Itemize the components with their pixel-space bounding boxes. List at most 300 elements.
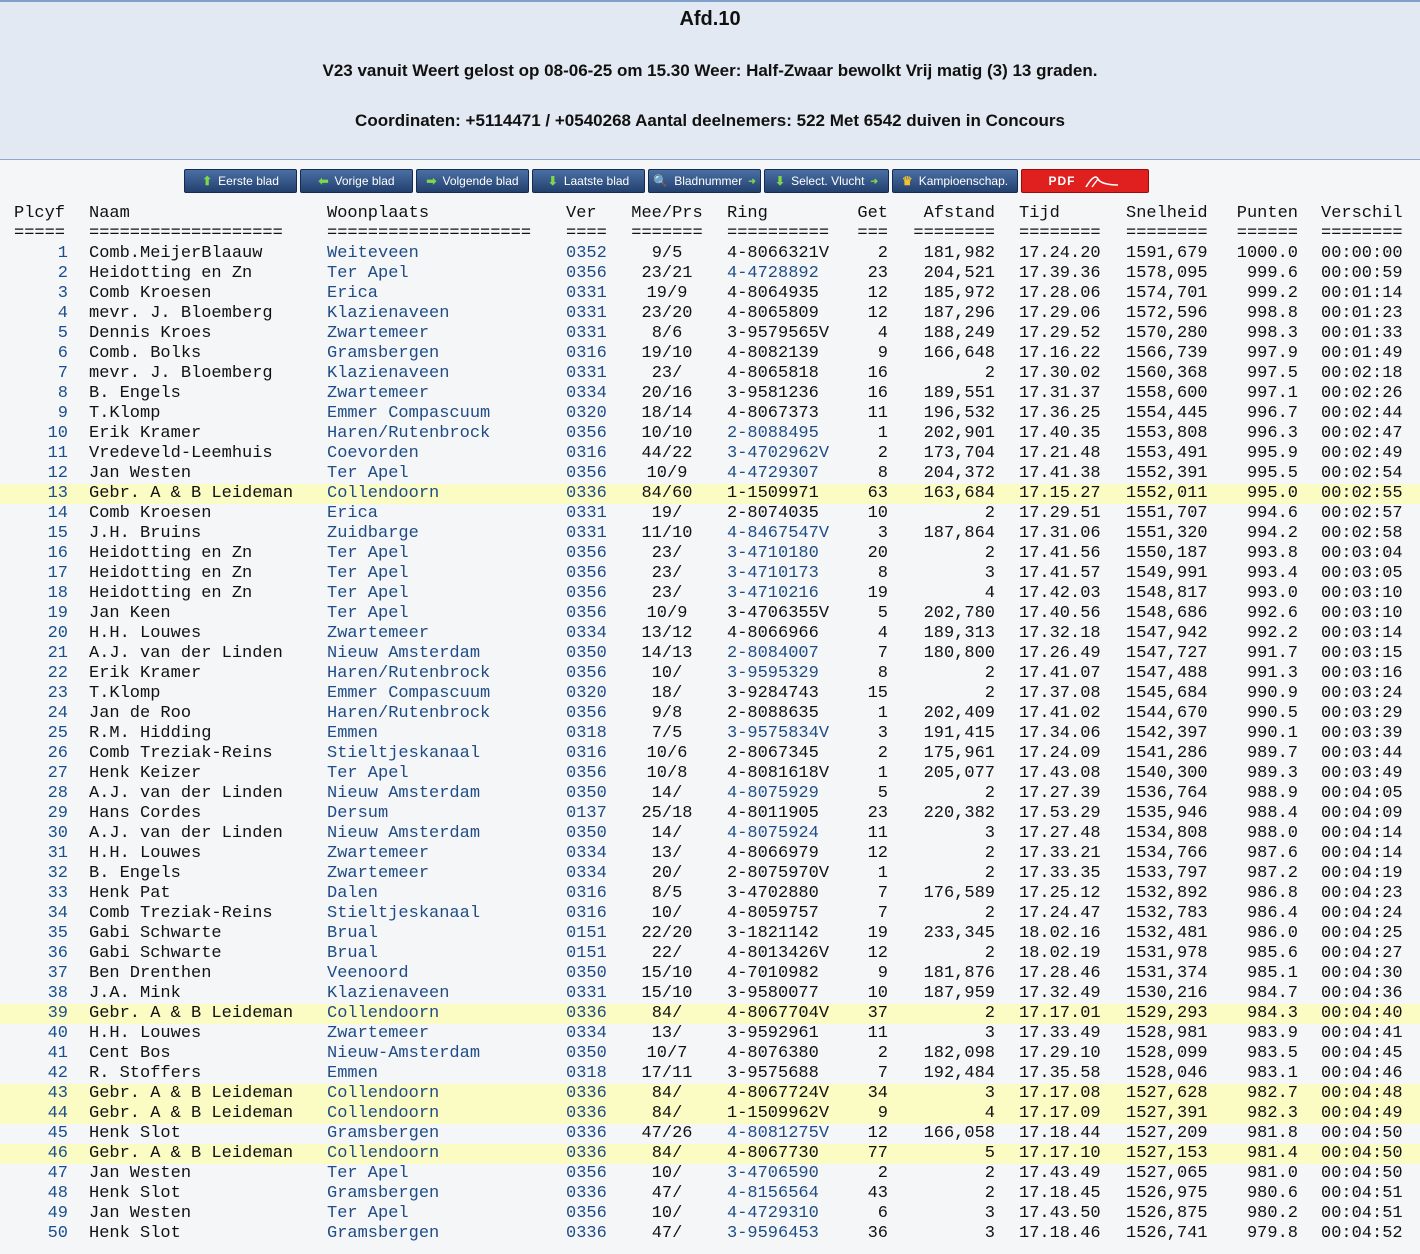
- cell-ver[interactable]: 0356: [566, 264, 607, 283]
- cell-mee-prs: 14/13: [641, 644, 693, 663]
- cell-woonplaats[interactable]: Ter Apel: [327, 584, 409, 603]
- cell-afstand: 233,345: [923, 924, 995, 943]
- cell-plc[interactable]: 23: [47, 684, 68, 703]
- cell-ver[interactable]: 0320: [566, 684, 607, 703]
- cell-woonplaats[interactable]: Nieuw Amsterdam: [327, 644, 481, 663]
- cell-woonplaats[interactable]: Dalen: [327, 884, 379, 903]
- cell-ver[interactable]: 0331: [566, 324, 607, 343]
- cell-plc[interactable]: 9: [57, 404, 68, 423]
- cell-ring[interactable]: 4-8075924: [727, 824, 819, 843]
- cell-ver[interactable]: 0356: [566, 1204, 607, 1223]
- cell-woonplaats[interactable]: Ter Apel: [327, 564, 409, 583]
- cell-mee-prs: 10/10: [641, 424, 693, 443]
- cell-punten: 989.7: [1246, 744, 1298, 763]
- cell-ver[interactable]: 0334: [566, 1024, 607, 1043]
- cell-tijd: 17.15.27: [1019, 484, 1101, 503]
- cell-ver[interactable]: 0331: [566, 284, 607, 303]
- report-header: [0, 0, 1420, 160]
- cell-woonplaats[interactable]: Coevorden: [327, 444, 419, 463]
- cell-ver[interactable]: 0350: [566, 1044, 607, 1063]
- cell-tijd: 17.36.25: [1019, 404, 1101, 423]
- cell-punten: 999.6: [1246, 264, 1298, 283]
- cell-ver[interactable]: 0318: [566, 724, 607, 743]
- cell-ver[interactable]: 0350: [566, 784, 607, 803]
- table-row: [0, 824, 1420, 844]
- cell-plc[interactable]: 39: [47, 1004, 68, 1023]
- cell-tijd: 17.17.01: [1019, 1004, 1101, 1023]
- cell-plc[interactable]: 13: [47, 484, 68, 503]
- prev-page-label: Vorige blad: [334, 174, 395, 188]
- cell-get: 10: [867, 504, 888, 523]
- cell-woonplaats[interactable]: Zwartemeer: [327, 844, 430, 863]
- cell-ver[interactable]: 0356: [566, 564, 607, 583]
- cell-woonplaats[interactable]: Veenoord: [327, 964, 409, 983]
- cell-woonplaats[interactable]: Ter Apel: [327, 264, 409, 283]
- cell-punten: 997.5: [1246, 364, 1298, 383]
- cell-ver[interactable]: 0336: [566, 1184, 607, 1203]
- cell-ver[interactable]: 0336: [566, 1144, 607, 1163]
- cell-punten: 994.2: [1246, 524, 1298, 543]
- cell-ver[interactable]: 0316: [566, 344, 607, 363]
- first-page-button[interactable]: [184, 169, 297, 193]
- cell-woonplaats[interactable]: Gramsbergen: [327, 1184, 440, 1203]
- cell-naam: Gebr. A & B Leideman: [89, 484, 294, 503]
- cell-woonplaats[interactable]: Gramsbergen: [327, 344, 440, 363]
- cell-ring[interactable]: 4-4729310: [727, 1204, 819, 1223]
- cell-tijd: 17.53.29: [1019, 804, 1101, 823]
- cell-ver[interactable]: 0356: [566, 584, 607, 603]
- cell-ring[interactable]: 2-8084007: [727, 644, 819, 663]
- cell-naam: J.A. Mink: [89, 984, 181, 1003]
- cell-plc[interactable]: 10: [47, 424, 68, 443]
- cell-punten: 995.9: [1246, 444, 1298, 463]
- cell-naam: Henk Keizer: [89, 764, 202, 783]
- cell-mee-prs: 20/16: [641, 384, 693, 403]
- cell-mee-prs: 13/12: [641, 624, 693, 643]
- cell-woonplaats[interactable]: Gramsbergen: [327, 1124, 440, 1143]
- cell-ring[interactable]: 3-9596453: [727, 1224, 819, 1243]
- cell-plc[interactable]: 36: [47, 944, 68, 963]
- cell-get: 12: [867, 1124, 888, 1143]
- cell-plc[interactable]: 34: [47, 904, 68, 923]
- cell-ring[interactable]: 3-4702962V: [727, 444, 830, 463]
- cell-woonplaats[interactable]: Emmer Compascuum: [327, 684, 491, 703]
- cell-plc[interactable]: 44: [47, 1104, 68, 1123]
- cell-woonplaats[interactable]: Klazienaveen: [327, 364, 450, 383]
- cell-get: 9: [877, 964, 888, 983]
- cell-plc[interactable]: 45: [47, 1124, 68, 1143]
- championship-button[interactable]: [892, 169, 1018, 193]
- cell-plc[interactable]: 14: [47, 504, 68, 523]
- cell-ver[interactable]: 0356: [566, 764, 607, 783]
- cell-ring[interactable]: 2-8088495: [727, 424, 819, 443]
- cell-plc[interactable]: 29: [47, 804, 68, 823]
- cell-woonplaats[interactable]: Zwartemeer: [327, 624, 430, 643]
- cell-ver[interactable]: 0331: [566, 364, 607, 383]
- cell-plc[interactable]: 47: [47, 1164, 68, 1183]
- cell-punten: 988.9: [1246, 784, 1298, 803]
- table-row: [0, 1124, 1420, 1144]
- cell-plc[interactable]: 17: [47, 564, 68, 583]
- cell-ver[interactable]: 0356: [566, 544, 607, 563]
- cell-afstand: 175,961: [923, 744, 995, 763]
- cell-ver[interactable]: 0316: [566, 744, 607, 763]
- cell-verschil: 00:04:50: [1321, 1164, 1403, 1183]
- cell-punten: 989.3: [1246, 764, 1298, 783]
- cell-plc[interactable]: 31: [47, 844, 68, 863]
- cell-mee-prs: 10/9: [646, 604, 688, 623]
- cell-ver[interactable]: 0331: [566, 304, 607, 323]
- table-row: [0, 1104, 1420, 1124]
- cell-ver[interactable]: 0316: [566, 444, 607, 463]
- table-row: [0, 424, 1420, 444]
- cell-plc[interactable]: 27: [47, 764, 68, 783]
- cell-ring: 4-8067724V: [727, 1084, 830, 1103]
- cell-get: 7: [877, 884, 888, 903]
- cell-ring[interactable]: 3-9595329: [727, 664, 819, 683]
- cell-woonplaats[interactable]: Klazienaveen: [327, 984, 450, 1003]
- cell-plc[interactable]: 37: [47, 964, 68, 983]
- cell-afstand: 3: [984, 564, 995, 583]
- col-ver-header: Ver: [566, 204, 597, 223]
- cell-plc[interactable]: 24: [47, 704, 68, 723]
- table-row: [0, 504, 1420, 524]
- cell-woonplaats[interactable]: Gramsbergen: [327, 1224, 440, 1243]
- cell-plc[interactable]: 40: [47, 1024, 68, 1043]
- cell-tijd: 17.18.44: [1019, 1124, 1101, 1143]
- cell-punten: 991.7: [1246, 644, 1298, 663]
- cell-plc[interactable]: 7: [57, 364, 68, 383]
- cell-mee-prs: 19/: [651, 504, 683, 523]
- cell-plc[interactable]: 22: [47, 664, 68, 683]
- cell-woonplaats[interactable]: Zwartemeer: [327, 384, 430, 403]
- cell-ver[interactable]: 0334: [566, 844, 607, 863]
- cell-plc[interactable]: 15: [47, 524, 68, 543]
- cell-woonplaats[interactable]: Emmer Compascuum: [327, 404, 491, 423]
- page-number-button[interactable]: [648, 169, 761, 193]
- cell-ring[interactable]: 4-8156564: [727, 1184, 819, 1203]
- cell-ver[interactable]: 0350: [566, 644, 607, 663]
- cell-verschil: 00:03:44: [1321, 744, 1403, 763]
- cell-mee-prs: 23/: [651, 544, 683, 563]
- cell-ring[interactable]: 4-4729307: [727, 464, 819, 483]
- cell-tijd: 17.27.39: [1019, 784, 1101, 803]
- cell-snelheid: 1550,187: [1126, 544, 1208, 563]
- cell-plc[interactable]: 35: [47, 924, 68, 943]
- cell-plc[interactable]: 6: [57, 344, 68, 363]
- cell-plc[interactable]: 19: [47, 604, 68, 623]
- cell-plc[interactable]: 1: [57, 244, 68, 263]
- cell-afstand: 187,296: [923, 304, 995, 323]
- cell-punten: 987.6: [1246, 844, 1298, 863]
- cell-woonplaats[interactable]: Ter Apel: [327, 604, 409, 623]
- cell-punten: 986.8: [1246, 884, 1298, 903]
- cell-woonplaats[interactable]: Nieuw Amsterdam: [327, 824, 481, 843]
- cell-ver[interactable]: 0316: [566, 884, 607, 903]
- cell-afstand: 188,249: [923, 324, 995, 343]
- cell-punten: 982.7: [1246, 1084, 1298, 1103]
- cell-ver[interactable]: 0356: [566, 424, 607, 443]
- cell-ver[interactable]: 0336: [566, 484, 607, 503]
- cell-ring: 4-8076380: [727, 1044, 819, 1063]
- cell-woonplaats[interactable]: Zwartemeer: [327, 864, 430, 883]
- cell-ver[interactable]: 0334: [566, 384, 607, 403]
- cell-mee-prs: 47/: [651, 1184, 683, 1203]
- cell-woonplaats[interactable]: Brual: [327, 924, 379, 943]
- cell-naam: Heidotting en Zn: [89, 264, 253, 283]
- sep-afst: ========: [913, 224, 995, 243]
- cell-verschil: 00:04:41: [1321, 1024, 1403, 1043]
- cell-punten: 988.0: [1246, 824, 1298, 843]
- prev-page-button[interactable]: [300, 169, 413, 193]
- cell-woonplaats[interactable]: Stieltjeskanaal: [327, 904, 481, 923]
- cell-ring[interactable]: 4-8467547V: [727, 524, 830, 543]
- cell-ver[interactable]: 0336: [566, 1104, 607, 1123]
- cell-ver[interactable]: 0356: [566, 1164, 607, 1183]
- cell-ver[interactable]: 0336: [566, 1084, 607, 1103]
- cell-snelheid: 1551,320: [1126, 524, 1208, 543]
- cell-woonplaats[interactable]: Haren/Rutenbrock: [327, 664, 491, 683]
- cell-snelheid: 1553,491: [1126, 444, 1208, 463]
- cell-woonplaats[interactable]: Klazienaveen: [327, 304, 450, 323]
- cell-plc[interactable]: 3: [57, 284, 68, 303]
- cell-plc[interactable]: 4: [57, 304, 68, 323]
- cell-mee-prs: 10/: [651, 664, 683, 683]
- cell-ver[interactable]: 0320: [566, 404, 607, 423]
- cell-plc[interactable]: 12: [47, 464, 68, 483]
- cell-woonplaats[interactable]: Erica: [327, 284, 379, 303]
- cell-naam: Comb Treziak-Reins: [89, 904, 273, 923]
- cell-ring[interactable]: 4-8075929: [727, 784, 819, 803]
- cell-mee-prs: 10/6: [646, 744, 688, 763]
- cell-plc[interactable]: 26: [47, 744, 68, 763]
- cell-snelheid: 1530,216: [1126, 984, 1208, 1003]
- cell-ver[interactable]: 0137: [566, 804, 607, 823]
- cell-snelheid: 1532,783: [1126, 904, 1208, 923]
- cell-afstand: 2: [984, 1184, 995, 1203]
- cell-plc[interactable]: 11: [47, 444, 68, 463]
- cell-woonplaats[interactable]: Collendoorn: [327, 1104, 440, 1123]
- cell-plc[interactable]: 32: [47, 864, 68, 883]
- cell-plc[interactable]: 50: [47, 1224, 68, 1243]
- cell-punten: 990.1: [1246, 724, 1298, 743]
- cell-woonplaats[interactable]: Erica: [327, 504, 379, 523]
- cell-get: 23: [867, 804, 888, 823]
- table-row: [0, 964, 1420, 984]
- sep-plc: =====: [14, 224, 66, 243]
- cell-woonplaats[interactable]: Emmen: [327, 724, 379, 743]
- cell-plc[interactable]: 42: [47, 1064, 68, 1083]
- cell-tijd: 17.41.38: [1019, 464, 1101, 483]
- cell-ring[interactable]: 3-4706590: [727, 1164, 819, 1183]
- cell-ver[interactable]: 0334: [566, 864, 607, 883]
- table-row: [0, 924, 1420, 944]
- cell-plc[interactable]: 28: [47, 784, 68, 803]
- cell-plc[interactable]: 5: [57, 324, 68, 343]
- cell-ring[interactable]: 4-8081275V: [727, 1124, 830, 1143]
- cell-plc[interactable]: 48: [47, 1184, 68, 1203]
- last-page-button[interactable]: [532, 169, 645, 193]
- cell-verschil: 00:02:55: [1321, 484, 1403, 503]
- cell-ver[interactable]: 0318: [566, 1064, 607, 1083]
- cell-ver[interactable]: 0331: [566, 524, 607, 543]
- cell-plc[interactable]: 30: [47, 824, 68, 843]
- cell-ring: 2-8067345: [727, 744, 819, 763]
- table-row: [0, 784, 1420, 804]
- next-page-label: Volgende blad: [442, 174, 519, 188]
- cell-afstand: 2: [984, 904, 995, 923]
- cell-ver[interactable]: 0350: [566, 824, 607, 843]
- cell-ring[interactable]: 3-9575834V: [727, 724, 830, 743]
- search-icon: 🔍: [653, 174, 669, 188]
- cell-plc[interactable]: 25: [47, 724, 68, 743]
- cell-woonplaats[interactable]: Brual: [327, 944, 379, 963]
- cell-get: 2: [877, 244, 888, 263]
- table-row: [0, 624, 1420, 644]
- cell-verschil: 00:02:47: [1321, 424, 1403, 443]
- col-woon-header: Woonplaats: [327, 204, 430, 223]
- cell-verschil: 00:03:29: [1321, 704, 1403, 723]
- cell-tijd: 17.24.47: [1019, 904, 1101, 923]
- download-icon: ⬇: [775, 174, 786, 188]
- cell-naam: Gebr. A & B Leideman: [89, 1084, 294, 1103]
- cell-ver[interactable]: 0151: [566, 924, 607, 943]
- cell-ver[interactable]: 0316: [566, 904, 607, 923]
- cell-woonplaats[interactable]: Collendoorn: [327, 1004, 440, 1023]
- cell-ring[interactable]: 3-4710173: [727, 564, 819, 583]
- cell-snelheid: 1532,481: [1126, 924, 1208, 943]
- sep-ring: ==========: [727, 224, 830, 243]
- cell-woonplaats[interactable]: Zwartemeer: [327, 1024, 430, 1043]
- cell-afstand: 2: [984, 864, 995, 883]
- cell-ver[interactable]: 0331: [566, 984, 607, 1003]
- cell-ver[interactable]: 0336: [566, 1004, 607, 1023]
- cell-naam: Hans Cordes: [89, 804, 202, 823]
- cell-plc[interactable]: 46: [47, 1144, 68, 1163]
- cell-afstand: 2: [984, 844, 995, 863]
- pdf-button[interactable]: [1021, 169, 1149, 193]
- cell-plc[interactable]: 38: [47, 984, 68, 1003]
- cell-verschil: 00:04:51: [1321, 1184, 1403, 1203]
- cell-woonplaats[interactable]: Collendoorn: [327, 1144, 440, 1163]
- cell-afstand: 5: [984, 1144, 995, 1163]
- cell-get: 12: [867, 304, 888, 323]
- cell-woonplaats[interactable]: Nieuw-Amsterdam: [327, 1044, 481, 1063]
- cell-punten: 992.2: [1246, 624, 1298, 643]
- cell-woonplaats[interactable]: Haren/Rutenbrock: [327, 704, 491, 723]
- cell-ver[interactable]: 0336: [566, 1124, 607, 1143]
- cell-naam: A.J. van der Linden: [89, 824, 283, 843]
- cell-ring[interactable]: 3-4710216: [727, 584, 819, 603]
- table-row: [0, 1064, 1420, 1084]
- cell-get: 4: [877, 324, 888, 343]
- cell-ver[interactable]: 0356: [566, 664, 607, 683]
- cell-afstand: 166,648: [923, 344, 995, 363]
- cell-get: 11: [867, 824, 888, 843]
- cell-tijd: 18.02.16: [1019, 924, 1101, 943]
- cell-plc[interactable]: 21: [47, 644, 68, 663]
- cell-snelheid: 1549,991: [1126, 564, 1208, 583]
- cell-woonplaats[interactable]: Ter Apel: [327, 544, 409, 563]
- cell-woonplaats[interactable]: Emmen: [327, 1064, 379, 1083]
- cell-tijd: 17.43.49: [1019, 1164, 1101, 1183]
- cell-get: 6: [877, 1204, 888, 1223]
- cell-plc[interactable]: 43: [47, 1084, 68, 1103]
- cell-plc[interactable]: 18: [47, 584, 68, 603]
- cell-ver[interactable]: 0356: [566, 704, 607, 723]
- select-flight-button[interactable]: [764, 169, 889, 193]
- cell-verschil: 00:02:54: [1321, 464, 1403, 483]
- col-snel-header: Snelheid: [1126, 204, 1208, 223]
- next-page-button[interactable]: [416, 169, 529, 193]
- cell-woonplaats[interactable]: Weiteveen: [327, 244, 419, 263]
- cell-ring[interactable]: 4-4728892: [727, 264, 819, 283]
- cell-plc[interactable]: 8: [57, 384, 68, 403]
- cell-naam: Gabi Schwarte: [89, 944, 222, 963]
- cell-ring: 4-8066321V: [727, 244, 830, 263]
- cell-ver[interactable]: 0151: [566, 944, 607, 963]
- cell-woonplaats[interactable]: Ter Apel: [327, 764, 409, 783]
- cell-woonplaats[interactable]: Ter Apel: [327, 464, 409, 483]
- cell-ver[interactable]: 0334: [566, 624, 607, 643]
- cell-ver[interactable]: 0356: [566, 464, 607, 483]
- cell-afstand: 3: [984, 1204, 995, 1223]
- cell-mee-prs: 10/8: [646, 764, 688, 783]
- cell-plc[interactable]: 41: [47, 1044, 68, 1063]
- cell-ver[interactable]: 0336: [566, 1224, 607, 1243]
- cell-naam: Jan Westen: [89, 1204, 192, 1223]
- cell-ver[interactable]: 0350: [566, 964, 607, 983]
- cell-woonplaats[interactable]: Zuidbarge: [327, 524, 419, 543]
- cell-snelheid: 1544,670: [1126, 704, 1208, 723]
- cell-woonplaats[interactable]: Nieuw Amsterdam: [327, 784, 481, 803]
- sep-vers: ========: [1321, 224, 1403, 243]
- cell-mee-prs: 20/: [651, 864, 683, 883]
- cell-plc[interactable]: 33: [47, 884, 68, 903]
- cell-woonplaats[interactable]: Ter Apel: [327, 1164, 409, 1183]
- cell-plc[interactable]: 49: [47, 1204, 68, 1223]
- table-row: [0, 364, 1420, 384]
- cell-ring[interactable]: 3-4710180: [727, 544, 819, 563]
- cell-ring: 4-8081618V: [727, 764, 830, 783]
- cell-punten: 983.1: [1246, 1064, 1298, 1083]
- cell-woonplaats[interactable]: Collendoorn: [327, 1084, 440, 1103]
- cell-woonplaats[interactable]: Ter Apel: [327, 1204, 409, 1223]
- cell-afstand: 187,864: [923, 524, 995, 543]
- cell-ver[interactable]: 0352: [566, 244, 607, 263]
- cell-ver[interactable]: 0331: [566, 504, 607, 523]
- cell-mee-prs: 18/: [651, 684, 683, 703]
- cell-verschil: 00:01:33: [1321, 324, 1403, 343]
- cell-naam: Jan Westen: [89, 464, 192, 483]
- cell-woonplaats[interactable]: Collendoorn: [327, 484, 440, 503]
- cell-woonplaats[interactable]: Haren/Rutenbrock: [327, 424, 491, 443]
- table-row: [0, 984, 1420, 1004]
- cell-plc[interactable]: 2: [57, 264, 68, 283]
- cell-woonplaats[interactable]: Dersum: [327, 804, 389, 823]
- arrow-right-icon: ➡: [426, 174, 437, 188]
- cell-ring: 3-9592961: [727, 1024, 819, 1043]
- cell-plc[interactable]: 20: [47, 624, 68, 643]
- col-mee-header: Mee/Prs: [631, 204, 703, 223]
- cell-woonplaats[interactable]: Zwartemeer: [327, 324, 430, 343]
- cell-tijd: 18.02.19: [1019, 944, 1101, 963]
- cell-verschil: 00:04:05: [1321, 784, 1403, 803]
- cell-ver[interactable]: 0356: [566, 604, 607, 623]
- cell-punten: 996.3: [1246, 424, 1298, 443]
- cell-woonplaats[interactable]: Stieltjeskanaal: [327, 744, 481, 763]
- cell-plc[interactable]: 16: [47, 544, 68, 563]
